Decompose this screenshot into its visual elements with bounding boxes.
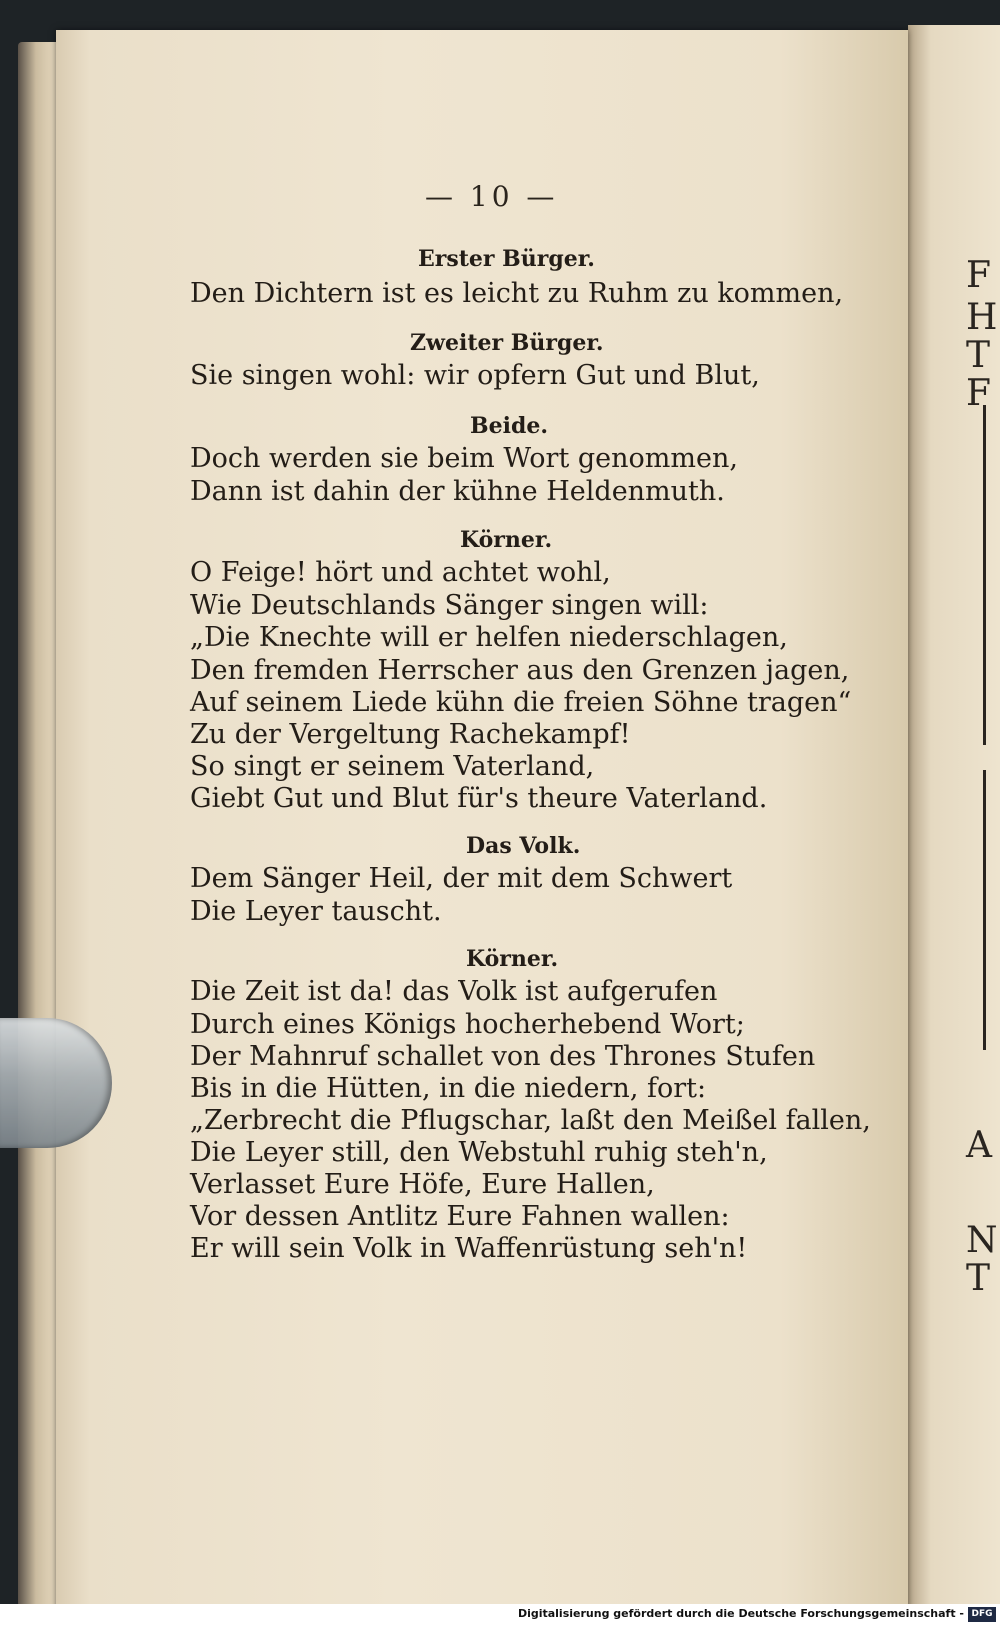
- brace-line: [983, 405, 992, 745]
- speaker-label: Beide.: [470, 413, 548, 439]
- verse-line: Giebt Gut und Blut für's theure Vaterland.: [190, 783, 768, 814]
- footer-credit: Digitalisierung gefördert durch die Deutsche Forschungsgemeinschaft -: [517, 1607, 964, 1620]
- verse-line: „Die Knechte will er helfen niederschlagen,: [190, 622, 788, 653]
- verse-line: Vor dessen Antlitz Eure Fahnen wallen:: [190, 1201, 730, 1232]
- verse-line: Die Leyer still, den Webstuhl ruhig steh'n,: [190, 1137, 768, 1168]
- verse-line: Die Leyer tauscht.: [190, 896, 442, 927]
- verse-line: So singt er seinem Vaterland,: [190, 751, 595, 782]
- verse-line: Durch eines Königs hocherhebend Wort;: [190, 1009, 745, 1040]
- verse-line: Der Mahnruf schallet von des Thrones Stufen: [190, 1041, 816, 1072]
- verse-line: Den fremden Herrscher aus den Grenzen jagen,: [190, 655, 850, 686]
- verse-line: Dann ist dahin der kühne Heldenmuth.: [190, 476, 725, 507]
- verse-line: Wie Deutschlands Sänger singen will:: [190, 590, 709, 621]
- verse-line: Doch werden sie beim Wort genommen,: [190, 443, 738, 474]
- next-page-edge: [908, 25, 1000, 1615]
- dfg-logo[interactable]: DFG: [968, 1607, 996, 1622]
- next-page-glyph: F: [966, 255, 991, 296]
- speaker-label: Zweiter Bürger.: [410, 330, 604, 356]
- next-page-glyph: T: [966, 335, 991, 376]
- speaker-label: Erster Bürger.: [418, 246, 595, 272]
- next-page-glyph: H: [966, 297, 998, 338]
- footer-bar: [0, 1604, 1000, 1626]
- verse-line: Verlasset Eure Höfe, Eure Hallen,: [190, 1169, 655, 1200]
- brace-line: [983, 770, 992, 1050]
- next-page-glyph: N: [966, 1220, 998, 1261]
- page-number: — 10 —: [425, 180, 559, 213]
- next-page-glyph: A: [966, 1125, 992, 1166]
- verse-line: Er will sein Volk in Waffenrüstung seh'n!: [190, 1233, 748, 1264]
- verse-line: Zu der Vergeltung Rachekampf!: [190, 719, 631, 750]
- next-page-glyph: F: [966, 373, 991, 414]
- verse-line: Dem Sänger Heil, der mit dem Schwert: [190, 863, 733, 894]
- verse-line: Den Dichtern ist es leicht zu Ruhm zu kommen,: [190, 278, 844, 309]
- verse-line: Auf seinem Liede kühn die freien Söhne tragen“: [190, 687, 852, 718]
- verse-line: „Zerbrecht die Pflugschar, laßt den Meißel fallen,: [190, 1105, 871, 1136]
- verse-line: Sie singen wohl: wir opfern Gut und Blut,: [190, 360, 760, 391]
- verse-line: Die Zeit ist da! das Volk ist aufgerufen: [190, 976, 718, 1007]
- next-page-glyph: T: [966, 1258, 991, 1299]
- speaker-label: Das Volk.: [466, 833, 581, 859]
- speaker-label: Körner.: [460, 527, 553, 553]
- speaker-label: Körner.: [466, 946, 559, 972]
- verse-line: Bis in die Hütten, in die niedern, fort:: [190, 1073, 707, 1104]
- verse-line: O Feige! hört und achtet wohl,: [190, 557, 611, 588]
